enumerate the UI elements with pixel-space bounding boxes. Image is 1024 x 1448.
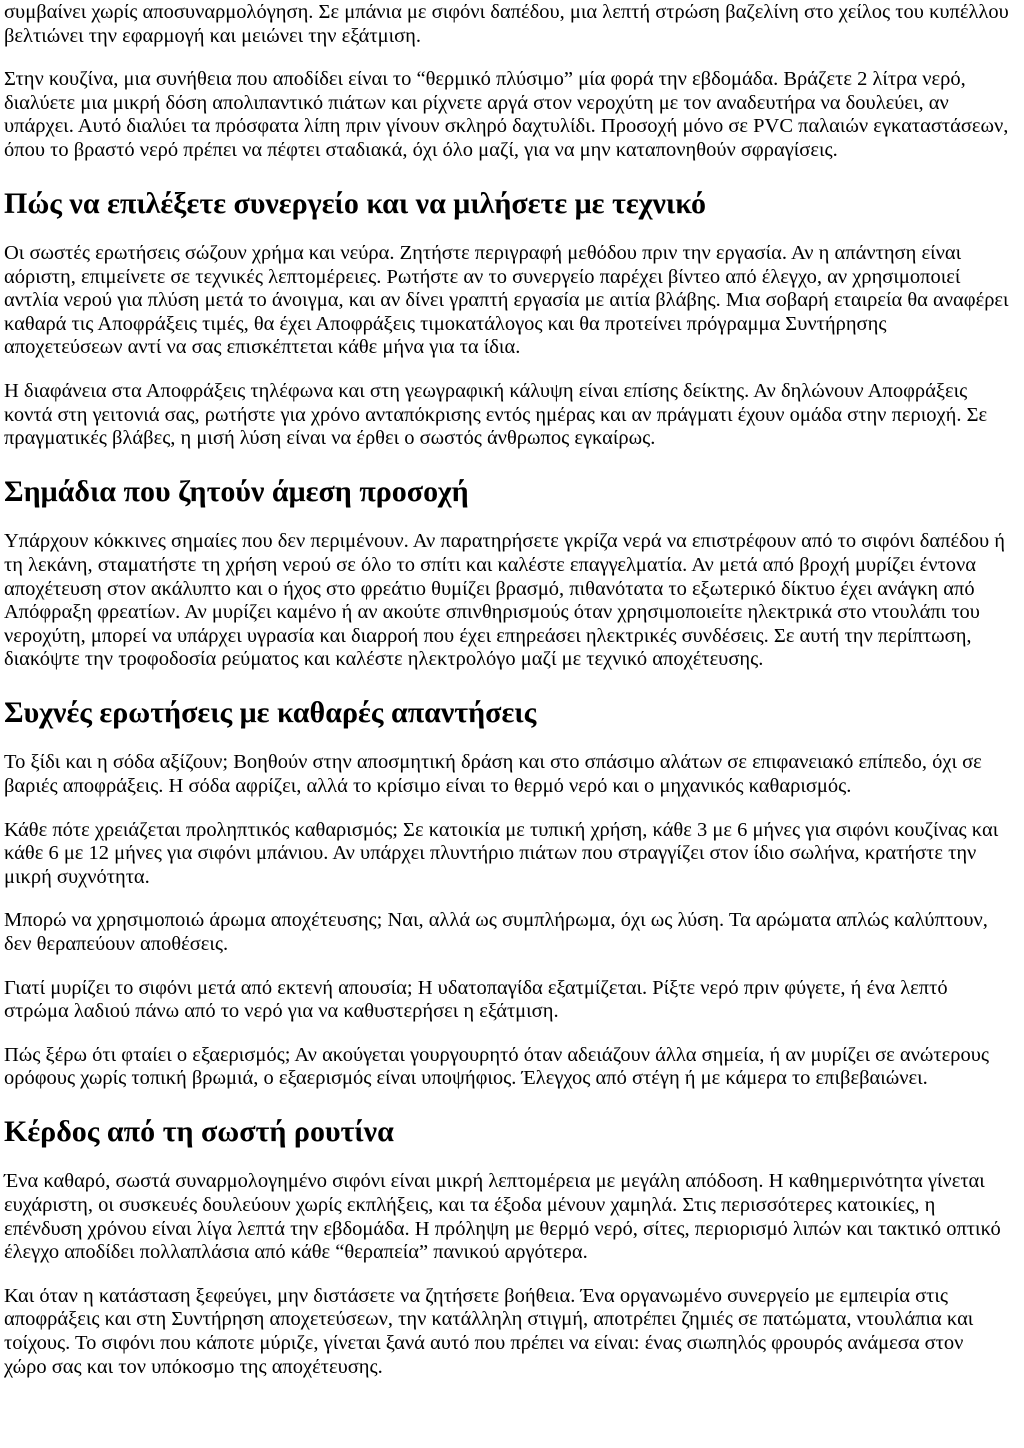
paragraph: Κάθε πότε χρειάζεται προληπτικός καθαρισμός; Σε κατοικία με τυπική χρήση, κάθε 3 με 6 μήνες για σιφόνι κουζίνας και κάθε 6 με 12 μήνες για σιφόνι μπάνιου. Αν υπάρχει πλυντήριο πιάτων που στραγγίζει στον ίδιο σωλήνα, κρατήστε την μικρή συχνότητα. — [4, 818, 999, 888]
section-heading: Σημάδια που ζητούν άμεση προσοχή — [4, 474, 469, 508]
section-heading: Πώς να επιλέξετε συνεργείο και να μιλήσετε με τεχνικό — [4, 186, 706, 220]
document-page — [4, 1, 1010, 1379]
section-heading: Συχνές ερωτήσεις με καθαρές απαντήσεις — [4, 695, 537, 729]
paragraph: Στην κουζίνα, μια συνήθεια που αποδίδει είναι το “θερμικό πλύσιμο” μία φορά την εβδομάδα. Βράζετε 2 λίτρα νερό, διαλύετε μια μικρή δόση απολιπαντικό πιάτων και ρίχνετε αργά στον νεροχύτη με τον αναδευτήρα να δουλεύει, αν υπάρχει. Αυτό διαλύει τα πρόσφατα λίπη πριν γίνουν σκληρό δαχτυλίδι. Προσοχή μόνο σε PVC παλαιών εγκαταστάσεων, όπου το βραστό νερό πρέπει να πέφτει σταδιακά, όχι όλο μαζί, για να μην καταπονηθούν σφραγίσεις. — [4, 68, 1009, 161]
paragraph: Και όταν η κατάσταση ξεφεύγει, μην διστάσετε να ζητήσετε βοήθεια. Ένα οργανωμένο συνεργείο με εμπειρία στις αποφράξεις και στη Συντήρηση αποχετεύσεων, την κατάλληλη στιγμή, αποτρέπει ζημιές σε πατώματα, ντουλάπια και τοίχους. Το σιφόνι που κάποτε μύριζε, γίνεται ξανά αυτό που πρέπει να είναι: ένας σιωπηλός φρουρός ανάμεσα στον χώρο σας και τον υπόκοσμο της αποχέτευσης. — [4, 1284, 974, 1378]
section-routine-benefits — [4, 1115, 1010, 1379]
paragraph: Πώς ξέρω ότι φταίει ο εξαερισμός; Αν ακούγεται γουργουρητό όταν αδειάζουν άλλα σημεία, ή αν μυρίζει σε ανώτερους ορόφους χωρίς τοπική βρωμιά, ο εξαερισμός είναι υποψήφιος. Έλεγχος από στέγη ή με κάμερα το επιβεβαιώνει. — [4, 1043, 989, 1090]
paragraph: Οι σωστές ερωτήσεις σώζουν χρήμα και νεύρα. Ζητήστε περιγραφή μεθόδου πριν την εργασία. Αν η απάντηση είναι αόριστη, επιμείνετε σε τεχνικές λεπτομέρειες. Ρωτήστε αν το συνεργείο παρέχει βίντεο από έλεγχο, αν χρησιμοποιεί αντλία νερού για πλύση μετά το άνοιγμα, και αν δίνει γραπτή εργασία με αιτία βλάβης. Μια σοβαρή εταιρεία θα αναφέρει καθαρά τις Αποφράξεις τιμές, θα έχει Αποφράξεις τιμοκατάλογος και θα προτείνει πρόγραμμα Συντήρησης αποχετεύσεων αντί να σας επισκέπτεται κάθε μήνα για τα ίδια. — [4, 242, 1009, 359]
section-heading: Κέρδος από τη σωστή ρουτίνα — [4, 1114, 394, 1148]
section-choose-contractor — [4, 187, 1010, 451]
paragraph: Μπορώ να χρησιμοποιώ άρωμα αποχέτευσης; Ναι, αλλά ως συμπλήρωμα, όχι ως λύση. Τα αρώματα απλώς καλύπτουν, δεν θεραπεύουν αποθέσεις. — [4, 909, 988, 955]
paragraph: Υπάρχουν κόκκινες σημαίες που δεν περιμένουν. Αν παρατηρήσετε γκρίζα νερά να επιστρέφουν από το σιφόνι δαπέδου ή τη λεκάνη, σταματήστε τη χρήση νερού σε όλο το σπίτι και καλέστε επαγγελματία. Αν μετά από βροχή μυρίζει έντονα αποχέτευση στον ακάλυπτο και ο ήχος στο φρεάτιο θυμίζει βρασμό, πιθανότατα το εξωτερικό δίκτυο έχει ανάγκη από Απόφραξη φρεατίων. Αν μυρίζει καμένο ή αν ακούτε σπινθηρισμούς όταν χρησιμοποιείτε ηλεκτρικά στο ντουλάπι του νεροχύτη, μπορεί να υπάρχει υγρασία και διαρροή που έχει επηρεάσει ηλεκτρικές συνδέσεις. Σε αυτή την περίπτωση, διακόψτε την τροφοδοσία ρεύματος και καλέστε ηλεκτρολόγο μαζί με τεχνικό αποχέτευσης. — [4, 530, 1006, 671]
paragraph: Η διαφάνεια στα Αποφράξεις τηλέφωνα και στη γεωγραφική κάλυψη είναι επίσης δείκτης. Αν δηλώνουν Αποφράξεις κοντά στη γειτονιά σας, ρωτήστε για χρόνο ανταπόκρισης εντός ημέρας και αν πράγματι έχουν ομάδα στην περιοχή. Σε πραγματικές βλάβες, η μισή λύση είναι να έρθει ο σωστός άνθρωπος εγκαίρως. — [4, 380, 988, 450]
paragraph: Γιατί μυρίζει το σιφόνι μετά από εκτενή απουσία; Η υδατοπαγίδα εξατμίζεται. Ρίξτε νερό πριν φύγετε, ή ένα λεπτό στρώμα λαδιού πάνω από το νερό για να καθυστερήσει η εξάτμιση. — [4, 976, 948, 1023]
paragraph: Το ξίδι και η σόδα αξίζουν; Βοηθούν στην αποσμητική δράση και στο σπάσιμο αλάτων σε επιφανειακό επίπεδο, όχι σε βαριές αποφράξεις. Η σόδα αφρίζει, αλλά το κρίσιμο είναι το θερμό νερό και ο μηχανικός καθαρισμός. — [4, 751, 982, 797]
section-faq — [4, 696, 1010, 1091]
paragraph: συμβαίνει χωρίς αποσυναρμολόγηση. Σε μπάνια με σιφόνι δαπέδου, μια λεπτή στρώση βαζελίνη στο χείλος του κυπέλλου βελτιώνει την εφαρμογή και μειώνει την εξάτμιση. — [4, 1, 1009, 47]
paragraph: Ένα καθαρό, σωστά συναρμολογημένο σιφόνι είναι μικρή λεπτομέρεια με μεγάλη απόδοση. Η καθημερινότητα γίνεται ευχάριστη, οι συσκευές δουλεύουν χωρίς εκπλήξεις, και τα έξοδα μένουν χαμηλά. Στις περισσότερες κατοικίες, η επένδυση χρόνου είναι λίγα λεπτά την εβδομάδα. Η πρόληψη με θερμό νερό, σίτες, περιορισμό λιπών και τακτικό οπτικό έλεγχο αποδίδει πολλαπλάσια από κάθε “θεραπεία” πανικού αργότερα. — [4, 1170, 1001, 1264]
section-warning-signs — [4, 475, 1010, 672]
